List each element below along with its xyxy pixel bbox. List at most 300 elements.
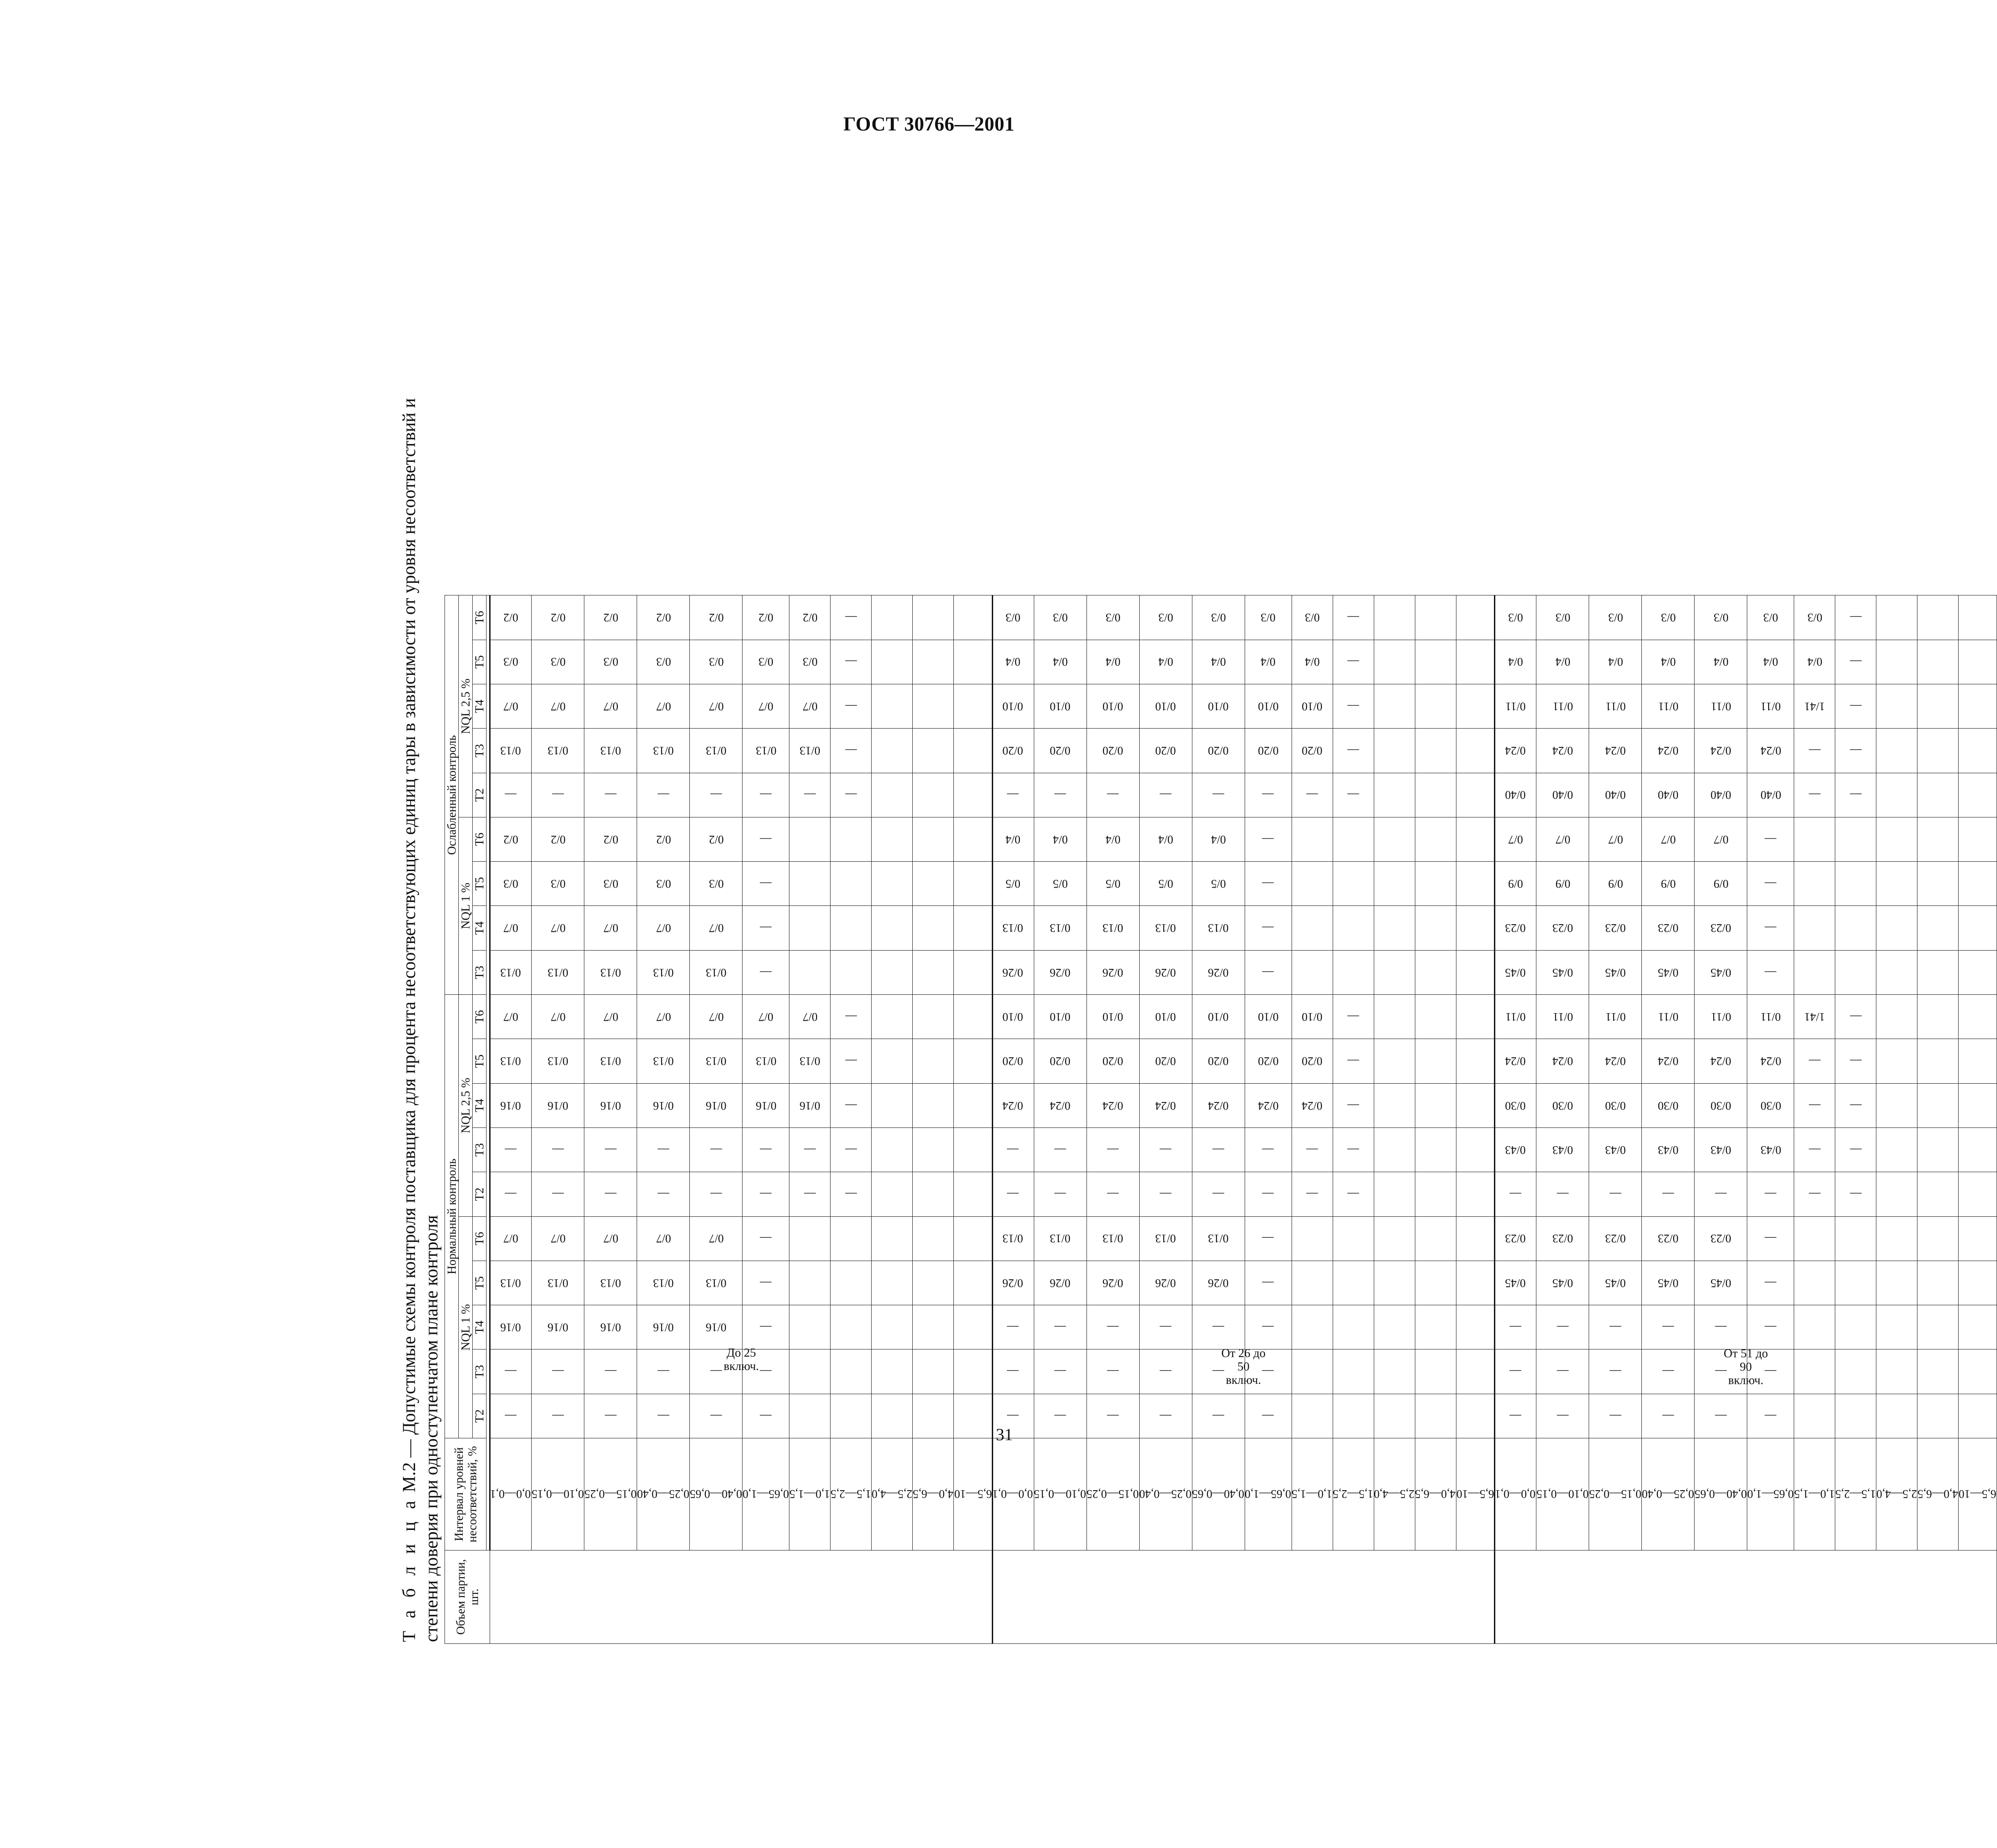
value-cell	[954, 773, 993, 817]
value-cell: 0/13	[637, 950, 690, 994]
value-cell	[1835, 1305, 1876, 1349]
value-cell: 0/11	[1642, 684, 1695, 729]
value-cell: 0/5	[1139, 862, 1192, 906]
value-cell: 0/10	[1292, 684, 1333, 729]
value-cell: —	[532, 1172, 584, 1216]
value-cell	[1374, 906, 1415, 950]
interval-cell: 6,5—10	[1456, 1438, 1495, 1550]
value-cell	[1959, 1172, 1997, 1216]
value-cell: —	[1835, 640, 1876, 684]
lot-size-label: От 26 до 50 включ.	[1221, 1346, 1266, 1387]
value-cell: 0/4	[1589, 640, 1642, 684]
value-cell: 0/10	[1034, 684, 1087, 729]
value-cell: —	[743, 1261, 789, 1305]
header-lot-size: Объем партии, шт.	[445, 1550, 490, 1643]
header-nql-2-5-reduced: NQL 2,5 %	[459, 595, 473, 817]
value-cell: 0/3	[1642, 595, 1695, 640]
header-t5: T5	[473, 862, 487, 906]
value-cell: —	[1642, 1305, 1695, 1349]
value-cell: 0/7	[789, 995, 831, 1039]
value-cell: —	[1292, 773, 1333, 817]
value-cell: 0/20	[1034, 1039, 1087, 1083]
header-spacer	[487, 595, 490, 1550]
value-cell: —	[1642, 1349, 1695, 1394]
value-cell	[1415, 595, 1456, 640]
value-cell: —	[831, 1172, 872, 1216]
value-cell: 0/2	[637, 595, 690, 640]
value-cell	[1292, 1349, 1333, 1394]
value-cell	[954, 906, 993, 950]
value-cell: 1/41	[1794, 995, 1835, 1039]
value-cell	[1456, 906, 1495, 950]
value-cell: —	[1087, 1128, 1139, 1172]
value-cell	[954, 817, 993, 861]
value-cell	[1456, 1128, 1495, 1172]
value-cell: 0/4	[1139, 817, 1192, 861]
standard-number: ГОСТ 30766—2001	[843, 113, 1015, 135]
interval-cell: 0,0—0,1	[1495, 1438, 1536, 1550]
value-cell	[1876, 1128, 1917, 1172]
value-cell	[913, 1216, 954, 1261]
interval-cell: 0,15—0,25	[584, 1438, 637, 1550]
value-cell: —	[992, 1128, 1034, 1172]
value-cell: 0/2	[690, 595, 743, 640]
value-cell: 0/10	[1245, 995, 1292, 1039]
value-cell	[1959, 995, 1997, 1039]
value-cell: —	[637, 1349, 690, 1394]
table-row	[584, 108, 637, 1644]
value-cell: 0/30	[1589, 1083, 1642, 1127]
value-cell: 0/5	[1087, 862, 1139, 906]
value-cell: 0/24	[1747, 1039, 1794, 1083]
value-cell: 0/13	[1192, 1216, 1245, 1261]
value-cell: 0/3	[637, 640, 690, 684]
value-cell	[1794, 1305, 1835, 1349]
value-cell: 0/23	[1589, 906, 1642, 950]
value-cell: —	[1245, 1394, 1292, 1438]
value-cell	[789, 950, 831, 994]
value-cell: —	[1333, 773, 1374, 817]
value-cell: 0/7	[490, 684, 532, 729]
value-cell: 0/4	[1034, 817, 1087, 861]
value-cell: —	[831, 1083, 872, 1127]
value-cell: 0/3	[532, 640, 584, 684]
value-cell: 0/7	[532, 906, 584, 950]
table-row	[1589, 108, 1642, 1644]
value-cell: 0/3	[1034, 595, 1087, 640]
value-cell: 0/7	[1536, 817, 1589, 861]
value-cell	[1876, 1261, 1917, 1305]
value-cell	[1917, 1394, 1959, 1438]
interval-cell: 6,5—10	[1959, 1438, 1997, 1550]
value-cell: —	[1695, 1305, 1747, 1349]
value-cell: 0/16	[490, 1305, 532, 1349]
value-cell	[872, 817, 913, 861]
value-cell: 0/13	[490, 729, 532, 773]
value-cell	[1959, 906, 1997, 950]
value-cell: —	[1034, 1394, 1087, 1438]
value-cell	[1456, 1083, 1495, 1127]
value-cell: —	[831, 773, 872, 817]
interval-cell: 2,5—4,0	[872, 1438, 913, 1550]
value-cell: 0/11	[1589, 684, 1642, 729]
value-cell: 0/40	[1495, 773, 1536, 817]
value-cell: —	[1192, 1128, 1245, 1172]
value-cell: 0/3	[1192, 595, 1245, 640]
value-cell: 0/5	[992, 862, 1034, 906]
value-cell: 0/4	[1139, 640, 1192, 684]
value-cell: 0/10	[992, 995, 1034, 1039]
value-cell: —	[1536, 1172, 1589, 1216]
value-cell: 0/4	[1192, 817, 1245, 861]
value-cell	[1374, 684, 1415, 729]
interval-cell: 0,65—1,0	[1747, 1438, 1794, 1550]
value-cell	[872, 1349, 913, 1394]
table-row	[1876, 108, 1917, 1644]
value-cell: 0/13	[1192, 906, 1245, 950]
value-cell	[1374, 640, 1415, 684]
value-cell: 0/10	[992, 684, 1034, 729]
value-cell: 0/10	[1087, 995, 1139, 1039]
value-cell: 0/13	[637, 729, 690, 773]
value-cell: —	[1495, 1172, 1536, 1216]
value-cell: 0/16	[584, 1305, 637, 1349]
value-cell: 0/3	[1794, 595, 1835, 640]
value-cell: 0/3	[1292, 595, 1333, 640]
value-cell	[954, 1305, 993, 1349]
value-cell: —	[1589, 1172, 1642, 1216]
value-cell: 0/23	[1589, 1216, 1642, 1261]
value-cell: —	[584, 1172, 637, 1216]
value-cell: 0/26	[1087, 1261, 1139, 1305]
value-cell: 0/24	[1536, 729, 1589, 773]
table-row	[789, 108, 831, 1644]
value-cell	[1959, 1128, 1997, 1172]
value-cell: 0/30	[1495, 1083, 1536, 1127]
value-cell: 0/45	[1695, 950, 1747, 994]
value-cell: 0/10	[1087, 684, 1139, 729]
value-cell: 0/4	[992, 640, 1034, 684]
value-cell: 0/3	[789, 640, 831, 684]
interval-cell: 0,10—0,15	[1034, 1438, 1087, 1550]
value-cell	[954, 729, 993, 773]
value-cell: 0/2	[532, 817, 584, 861]
interval-cell: 0,10—0,15	[1536, 1438, 1589, 1550]
header-t5: T5	[473, 1261, 487, 1305]
value-cell	[831, 1216, 872, 1261]
value-cell: —	[1087, 1305, 1139, 1349]
value-cell	[913, 1172, 954, 1216]
value-cell: 0/26	[992, 1261, 1034, 1305]
value-cell: 0/13	[1087, 906, 1139, 950]
value-cell: —	[1245, 1261, 1292, 1305]
value-cell: —	[1536, 1349, 1589, 1394]
interval-cell: 1,0—1,5	[1794, 1438, 1835, 1550]
value-cell: —	[831, 595, 872, 640]
value-cell: 0/20	[992, 729, 1034, 773]
value-cell: 0/13	[690, 1261, 743, 1305]
value-cell: 0/3	[743, 640, 789, 684]
header-t4: T4	[473, 906, 487, 950]
value-cell: 0/10	[1192, 995, 1245, 1039]
value-cell	[872, 950, 913, 994]
header-t5: T5	[473, 1039, 487, 1083]
value-cell: 0/4	[1292, 640, 1333, 684]
interval-cell: 4,0—6,5	[913, 1438, 954, 1550]
value-cell	[872, 1083, 913, 1127]
value-cell	[789, 1305, 831, 1349]
value-cell	[1374, 595, 1415, 640]
value-cell	[1917, 1216, 1959, 1261]
value-cell	[789, 1349, 831, 1394]
caption-text: М.2 — Допустимые схемы контроля поставщика для процента несоответствующих единиц тары в зависимости от уровня несоответствий и	[399, 398, 419, 1492]
header-t6: T6	[473, 817, 487, 861]
value-cell: —	[831, 684, 872, 729]
value-cell: 0/16	[637, 1083, 690, 1127]
value-cell: 0/11	[1589, 995, 1642, 1039]
value-cell	[1917, 1039, 1959, 1083]
value-cell: 0/2	[690, 817, 743, 861]
value-cell: 0/4	[992, 817, 1034, 861]
value-cell	[913, 950, 954, 994]
value-cell: —	[1245, 950, 1292, 994]
header-t3: T3	[473, 1349, 487, 1394]
value-cell	[1415, 640, 1456, 684]
value-cell	[1292, 1305, 1333, 1349]
value-cell	[872, 684, 913, 729]
value-cell: —	[743, 1305, 789, 1349]
interval-cell: 0,25—0,40	[1642, 1438, 1695, 1550]
value-cell	[1415, 1039, 1456, 1083]
value-cell	[872, 1216, 913, 1261]
value-cell: 0/20	[1087, 729, 1139, 773]
value-cell: 0/24	[1642, 729, 1695, 773]
value-cell: 0/24	[1087, 1083, 1139, 1127]
value-cell: 0/3	[1245, 595, 1292, 640]
value-cell: 0/45	[1495, 950, 1536, 994]
value-cell	[1917, 1083, 1959, 1127]
value-cell: —	[789, 1128, 831, 1172]
value-cell	[913, 995, 954, 1039]
header-nql-1-reduced: NQL 1 %	[459, 817, 473, 994]
value-cell: —	[743, 773, 789, 817]
value-cell: —	[690, 773, 743, 817]
value-cell	[1374, 1083, 1415, 1127]
value-cell: —	[584, 1128, 637, 1172]
value-cell	[1835, 1394, 1876, 1438]
value-cell	[1876, 1083, 1917, 1127]
value-cell: 0/9	[1642, 862, 1695, 906]
value-cell: —	[1245, 1172, 1292, 1216]
value-cell: 0/26	[1034, 950, 1087, 994]
value-cell: 0/16	[532, 1083, 584, 1127]
value-cell: 0/26	[1139, 1261, 1192, 1305]
value-cell: 0/5	[1034, 862, 1087, 906]
value-cell	[1292, 862, 1333, 906]
value-cell: 0/23	[1495, 906, 1536, 950]
value-cell: —	[1245, 1128, 1292, 1172]
value-cell	[1456, 684, 1495, 729]
value-cell: 0/13	[1034, 1216, 1087, 1261]
value-cell: 0/30	[1747, 1083, 1794, 1127]
value-cell: 0/13	[532, 1261, 584, 1305]
value-cell	[954, 862, 993, 906]
value-cell	[954, 684, 993, 729]
value-cell	[954, 1083, 993, 1127]
interval-cell: 0,40—0,65	[690, 1438, 743, 1550]
value-cell	[1333, 1349, 1374, 1394]
value-cell: 0/9	[1589, 862, 1642, 906]
table-row	[1536, 108, 1589, 1644]
value-cell: 0/23	[1695, 1216, 1747, 1261]
value-cell: 0/3	[490, 862, 532, 906]
value-cell	[913, 1261, 954, 1305]
value-cell	[831, 950, 872, 994]
value-cell: 0/13	[532, 950, 584, 994]
value-cell: —	[831, 640, 872, 684]
value-cell: —	[1139, 1394, 1192, 1438]
value-cell	[1794, 1261, 1835, 1305]
table-row	[913, 108, 954, 1644]
value-cell	[954, 1394, 993, 1438]
value-cell	[872, 906, 913, 950]
value-cell	[913, 1083, 954, 1127]
value-cell	[913, 729, 954, 773]
value-cell	[913, 1039, 954, 1083]
table-row	[1192, 108, 1245, 1644]
value-cell: 0/3	[992, 595, 1034, 640]
value-cell: 0/13	[1139, 1216, 1192, 1261]
value-cell: 0/24	[1589, 729, 1642, 773]
value-cell: 0/7	[532, 1216, 584, 1261]
value-cell: 0/11	[1747, 684, 1794, 729]
value-cell	[1374, 1261, 1415, 1305]
value-cell: —	[690, 1128, 743, 1172]
value-cell	[1835, 950, 1876, 994]
value-cell: —	[690, 1172, 743, 1216]
value-cell: 0/20	[1139, 1039, 1192, 1083]
value-cell: 0/11	[1495, 684, 1536, 729]
value-cell: —	[490, 1128, 532, 1172]
value-cell: —	[1835, 773, 1876, 817]
value-cell	[1959, 773, 1997, 817]
value-cell: 0/16	[690, 1305, 743, 1349]
interval-cell: 0,40—0,65	[1192, 1438, 1245, 1550]
value-cell	[1835, 817, 1876, 861]
interval-cell: 4,0—6,5	[1917, 1438, 1959, 1550]
value-cell	[1415, 1216, 1456, 1261]
value-cell: 0/7	[1695, 817, 1747, 861]
value-cell	[1959, 1039, 1997, 1083]
value-cell: —	[1034, 1305, 1087, 1349]
value-cell: 0/23	[1642, 1216, 1695, 1261]
value-cell: 0/5	[1192, 862, 1245, 906]
value-cell	[1835, 1261, 1876, 1305]
value-cell: —	[1087, 1394, 1139, 1438]
value-cell: —	[1589, 1349, 1642, 1394]
value-cell: —	[1835, 1172, 1876, 1216]
value-cell	[1959, 729, 1997, 773]
interval-cell: 0,25—0,40	[637, 1438, 690, 1550]
value-cell: —	[1589, 1305, 1642, 1349]
value-cell: 0/16	[637, 1305, 690, 1349]
page-number: 31	[996, 1425, 1013, 1444]
value-cell: —	[1192, 773, 1245, 817]
value-cell	[1959, 817, 1997, 861]
value-cell: 0/45	[1536, 1261, 1589, 1305]
value-cell	[913, 1394, 954, 1438]
value-cell: —	[1835, 595, 1876, 640]
value-cell: 0/43	[1695, 1128, 1747, 1172]
value-cell: 0/13	[532, 1039, 584, 1083]
value-cell	[1456, 595, 1495, 640]
value-cell: 0/23	[1536, 906, 1589, 950]
value-cell	[1374, 1172, 1415, 1216]
value-cell: 0/24	[1589, 1039, 1642, 1083]
table-row	[1495, 108, 1536, 1644]
value-cell: —	[1835, 1083, 1876, 1127]
value-cell	[954, 995, 993, 1039]
table-row	[1292, 108, 1333, 1644]
value-cell: 0/24	[1642, 1039, 1695, 1083]
value-cell	[1959, 950, 1997, 994]
value-cell: —	[743, 1128, 789, 1172]
value-cell: —	[1695, 1349, 1747, 1394]
value-cell	[1415, 1172, 1456, 1216]
value-cell: 0/30	[1642, 1083, 1695, 1127]
value-cell	[1794, 1216, 1835, 1261]
value-cell	[1292, 1394, 1333, 1438]
caption-line-2: степени доверия при одноступенчатом плане контроля	[421, 1215, 441, 1642]
value-cell: 1/41	[1794, 684, 1835, 729]
value-cell: —	[1034, 1172, 1087, 1216]
value-cell	[1917, 729, 1959, 773]
value-cell	[1292, 950, 1333, 994]
value-cell	[789, 817, 831, 861]
value-cell: 0/20	[1192, 1039, 1245, 1083]
value-cell	[1456, 950, 1495, 994]
interval-cell: 0,15—0,25	[1589, 1438, 1642, 1550]
value-cell: 0/7	[690, 906, 743, 950]
value-cell	[1456, 995, 1495, 1039]
value-cell	[1876, 773, 1917, 817]
value-cell: 0/10	[1245, 684, 1292, 729]
value-cell: 0/20	[1087, 1039, 1139, 1083]
value-cell: 0/4	[1695, 640, 1747, 684]
value-cell: —	[1333, 1128, 1374, 1172]
value-cell: —	[532, 773, 584, 817]
interval-cell: 1,5—2,5	[831, 1438, 872, 1550]
value-cell: —	[743, 1172, 789, 1216]
value-cell	[1374, 1128, 1415, 1172]
value-cell	[1876, 1349, 1917, 1394]
value-cell: 0/13	[690, 1039, 743, 1083]
value-cell	[1415, 773, 1456, 817]
interval-cell: 0,10—0,15	[532, 1438, 584, 1550]
value-cell	[954, 1128, 993, 1172]
interval-cell: 0,25—0,40	[1139, 1438, 1192, 1550]
value-cell	[1374, 773, 1415, 817]
value-cell	[1959, 640, 1997, 684]
value-cell: —	[490, 773, 532, 817]
value-cell: —	[992, 1305, 1034, 1349]
value-cell	[954, 1349, 993, 1394]
lot-size-label: До 25 включ.	[723, 1346, 759, 1373]
value-cell: —	[584, 773, 637, 817]
interval-cell: 6,5—10	[954, 1438, 993, 1550]
table-row	[1415, 108, 1456, 1644]
table-row	[954, 108, 993, 1644]
